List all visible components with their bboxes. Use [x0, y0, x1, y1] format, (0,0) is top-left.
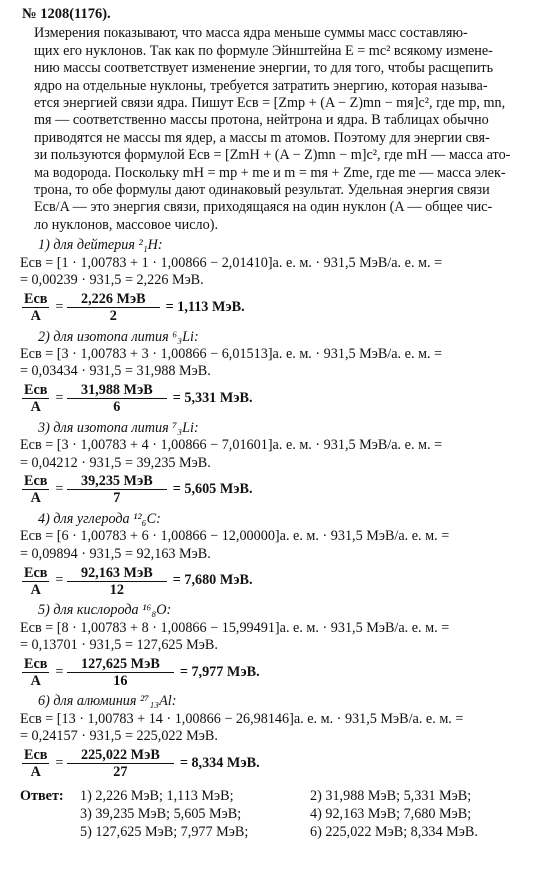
fraction-denominator: A — [30, 399, 41, 416]
fraction-numerator: 31,988 МэВ — [67, 382, 167, 399]
section-heading: 2) для изотопа лития ⁶₃Li: — [38, 328, 199, 345]
section-heading: 4) для углерода ¹²₆C: — [38, 510, 161, 527]
energy-equation-line: Eсв = [8 · 1,00783 + 8 · 1,00866 − 15,99491]а. е. м. · 931,5 МэВ/а. е. м. = — [20, 619, 450, 636]
fraction-numerator: Eсв — [24, 382, 48, 399]
intro-line: приводятся не массы mя ядер, а массы m атомов. Поэтому для энергии свя- — [34, 129, 490, 146]
fraction-denominator: 27 — [113, 764, 128, 781]
specific-energy-row — [22, 654, 536, 690]
energy-result-line: = 0,04212 · 931,5 = 39,235 МэВ. — [20, 454, 211, 471]
ratio-fraction — [22, 565, 49, 598]
fraction-numerator: 225,022 МэВ — [67, 747, 174, 764]
equals-sign: = — [55, 572, 67, 589]
ratio-fraction — [22, 382, 49, 415]
answer-spacer — [20, 824, 80, 841]
energy-equation-line: Eсв = [3 · 1,00783 + 4 · 1,00866 − 7,01601]а. е. м. · 931,5 МэВ/а. е. м. = — [20, 437, 443, 454]
value-fraction — [67, 656, 174, 689]
answer-block — [20, 788, 536, 842]
energy-equation-line: Eсв = [3 · 1,00783 + 3 · 1,00866 − 6,01513]а. е. м. · 931,5 МэВ/а. е. м. = — [20, 345, 443, 362]
ratio-fraction — [22, 656, 49, 689]
fraction-numerator: 39,235 МэВ — [67, 473, 167, 490]
fraction-numerator: Eсв — [24, 473, 48, 490]
fraction-numerator: 92,163 МэВ — [67, 565, 167, 582]
intro-line: Eсв/A — это энергия связи, приходящаяся на один нуклон (A — общее чис- — [34, 199, 493, 216]
answer-spacer — [20, 806, 80, 823]
intro-line: ется энергией связи ядра. Пишут Eсв = [Zmp + (A − Z)mn − mя]c², где mp, mn, — [34, 95, 506, 112]
energy-equation-line: Eсв = [6 · 1,00783 + 6 · 1,00866 − 12,00000]а. е. м. · 931,5 МэВ/а. е. м. = — [20, 528, 450, 545]
fraction-denominator: 7 — [113, 490, 121, 507]
specific-energy-row — [22, 381, 536, 417]
solution-section-deuterium — [20, 237, 536, 325]
section-heading: 3) для изотопа лития ⁷₃Li: — [38, 419, 199, 436]
intro-line: mя — соответственно массы протона, нейтрона и ядра. В таблицах обычно — [34, 112, 489, 129]
fraction-result: = 5,331 МэВ. — [172, 390, 253, 407]
intro-line: Измерения показывают, что масса ядра меньше суммы масс составляю- — [34, 25, 468, 42]
fraction-denominator: A — [30, 764, 41, 781]
intro-paragraph — [20, 25, 536, 234]
solution-section-lithium-7 — [20, 420, 536, 508]
ratio-fraction — [22, 747, 49, 780]
solution-section-lithium-6 — [20, 329, 536, 417]
fraction-denominator: 12 — [109, 581, 124, 598]
fraction-denominator: 2 — [109, 308, 117, 324]
answer-item: 6) 225,022 МэВ; 8,334 МэВ. — [310, 824, 478, 841]
fraction-numerator: Eсв — [24, 655, 48, 672]
answer-label: Ответ: — [20, 787, 64, 804]
fraction-numerator: 127,625 МэВ — [67, 656, 174, 673]
intro-line: ло нуклонов, массовое число). — [34, 216, 219, 233]
fraction-denominator: A — [30, 672, 41, 689]
answer-item: 2) 31,988 МэВ; 5,331 МэВ; — [310, 787, 472, 804]
section-heading: 1) для дейтерия ²₁H: — [38, 237, 163, 254]
fraction-denominator: 16 — [113, 672, 128, 689]
fraction-result: = 8,334 МэВ. — [179, 754, 260, 771]
fraction-numerator: Eсв — [24, 564, 48, 581]
equals-sign: = — [55, 663, 67, 680]
fraction-result: = 7,680 МэВ. — [172, 572, 253, 589]
equals-sign: = — [55, 390, 67, 407]
fraction-denominator: 6 — [113, 399, 121, 416]
specific-energy-row — [22, 563, 536, 599]
energy-equation-line: Eсв = [1 · 1,00783 + 1 · 1,00866 − 2,01410]а. е. м. · 931,5 МэВ/а. е. м. = — [20, 254, 443, 271]
energy-result-line: = 0,13701 · 931,5 = 127,625 МэВ. — [20, 636, 218, 653]
fraction-denominator: A — [30, 581, 41, 598]
fraction-result: = 1,113 МэВ. — [165, 298, 245, 315]
equals-sign: = — [55, 298, 67, 315]
specific-energy-row — [22, 290, 536, 326]
value-fraction — [67, 565, 167, 598]
intro-line: ма водорода. Поскольку mH = mp + me и m = mя + Zme, где me — масса элек- — [34, 164, 506, 181]
intro-line: нию массы соответствует изменение энергии, то для того, чтобы расщепить — [34, 60, 494, 77]
fraction-numerator: Eсв — [24, 291, 48, 307]
value-fraction — [67, 291, 160, 324]
energy-result-line: = 0,09894 · 931,5 = 92,163 МэВ. — [20, 545, 211, 562]
intro-line: щих его нуклонов. Так как по формуле Эйнштейна E = mc² всякому измене- — [34, 42, 493, 59]
equals-sign: = — [55, 754, 67, 771]
solution-section-carbon — [20, 511, 536, 599]
specific-energy-row — [22, 746, 536, 782]
equals-sign: = — [55, 481, 67, 498]
fraction-numerator: Eсв — [24, 747, 48, 764]
fraction-denominator: A — [30, 308, 41, 324]
ratio-fraction — [22, 291, 49, 324]
fraction-denominator: A — [30, 490, 41, 507]
solution-section-oxygen — [20, 602, 536, 690]
value-fraction — [67, 473, 167, 506]
answer-item: 4) 92,163 МэВ; 7,680 МэВ; — [310, 806, 472, 822]
fraction-numerator: 2,226 МэВ — [67, 291, 160, 308]
energy-equation-line: Eсв = [13 · 1,00783 + 14 · 1,00866 − 26,98146]а. е. м. · 931,5 МэВ/а. е. м. = — [20, 710, 464, 727]
answer-item: 5) 127,625 МэВ; 7,977 МэВ; — [80, 824, 249, 841]
solution-section-aluminium — [20, 693, 536, 781]
answer-item: 3) 39,235 МэВ; 5,605 МэВ; — [80, 806, 242, 822]
energy-result-line: = 0,00239 · 931,5 = 2,226 МэВ. — [20, 272, 204, 289]
section-heading: 6) для алюминия ²⁷₁₃Al: — [38, 693, 177, 710]
section-heading: 5) для кислорода ¹⁶₈O: — [38, 602, 172, 619]
intro-line: ядро на отдельные нуклоны, требуется затратить энергию, которая называ- — [34, 77, 488, 94]
energy-result-line: = 0,03434 · 931,5 = 31,988 МэВ. — [20, 363, 211, 380]
problem-title: № 1208(1176). — [22, 6, 111, 22]
ratio-fraction — [22, 473, 49, 506]
intro-line: трона, то обе формулы дают одинаковый результат. Удельная энергия связи — [34, 182, 490, 199]
value-fraction — [67, 382, 167, 415]
energy-result-line: = 0,24157 · 931,5 = 225,022 МэВ. — [20, 728, 218, 745]
fraction-result: = 7,977 МэВ. — [179, 663, 260, 680]
value-fraction — [67, 747, 174, 780]
answer-item: 1) 2,226 МэВ; 1,113 МэВ; — [80, 787, 234, 804]
fraction-result: = 5,605 МэВ. — [172, 481, 253, 498]
intro-line: зи пользуются формулой Eсв = [ZmH + (A − Z)mn − m]c², где mH — масса ато- — [34, 147, 511, 164]
specific-energy-row — [22, 472, 536, 508]
